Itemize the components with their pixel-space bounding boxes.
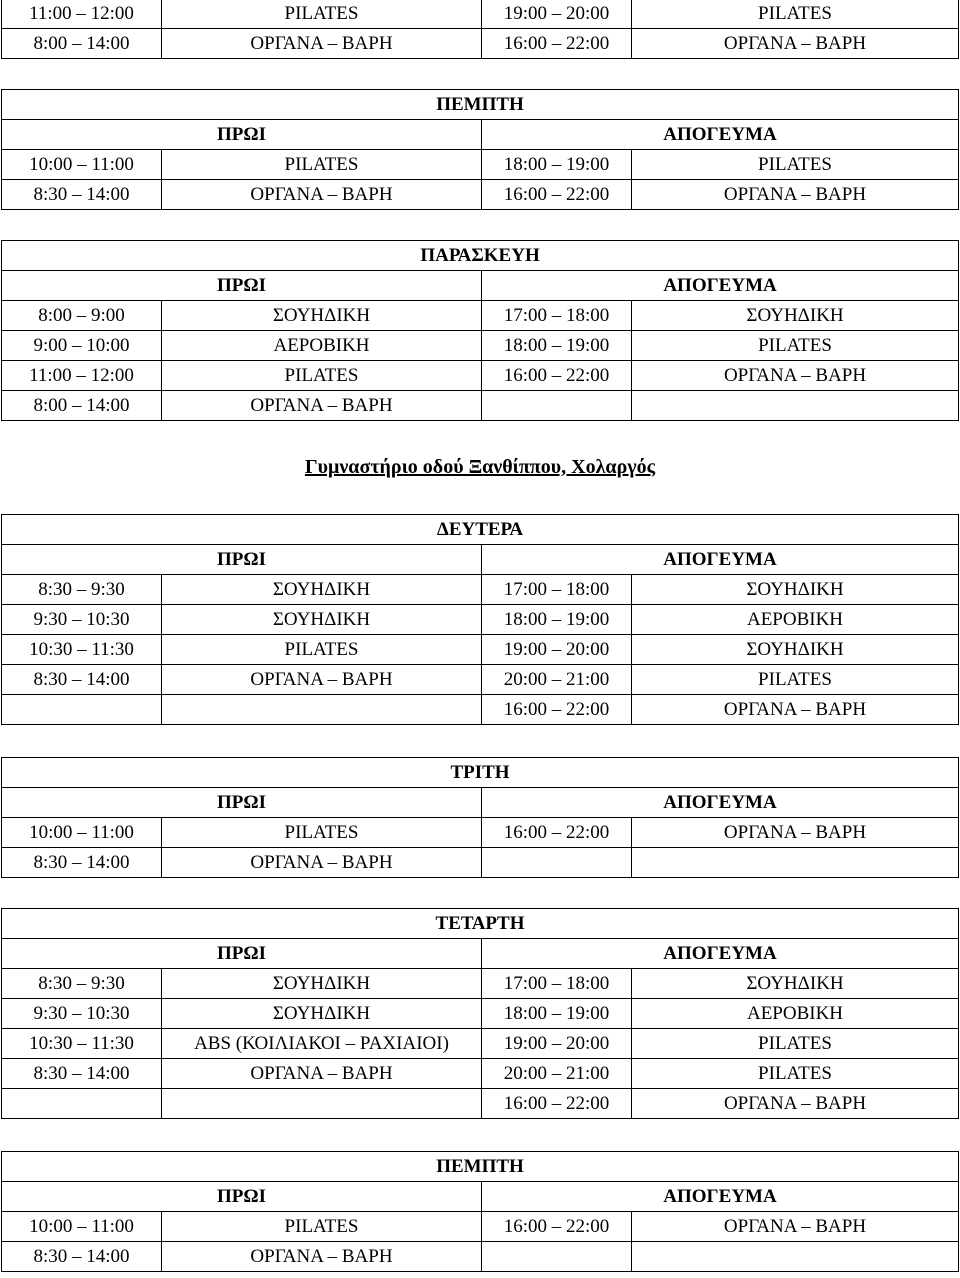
afternoon-header: ΑΠΟΓΕΥΜΑ	[482, 120, 959, 150]
day-title: ΠΕΜΠΤΗ	[2, 90, 959, 120]
afternoon-class: ΟΡΓΑΝΑ – ΒΑΡΗ	[632, 818, 959, 848]
morning-time: 10:00 – 11:00	[2, 818, 162, 848]
morning-time: 8:30 – 9:30	[2, 575, 162, 605]
morning-class: ΟΡΓΑΝΑ – ΒΑΡΗ	[162, 1242, 482, 1272]
morning-time: 9:30 – 10:30	[2, 605, 162, 635]
table-row	[2, 331, 959, 361]
afternoon-time: 16:00 – 22:00	[482, 1089, 632, 1119]
afternoon-time: 20:00 – 21:00	[482, 665, 632, 695]
afternoon-time: 18:00 – 19:00	[482, 999, 632, 1029]
afternoon-time: 16:00 – 22:00	[482, 180, 632, 210]
afternoon-class	[632, 391, 959, 421]
schedule-table-thursday-2	[1, 1151, 959, 1272]
table-row	[2, 180, 959, 210]
schedule-rows	[2, 0, 959, 59]
afternoon-time: 17:00 – 18:00	[482, 575, 632, 605]
morning-class: PILATES	[162, 818, 482, 848]
afternoon-time: 17:00 – 18:00	[482, 301, 632, 331]
schedule-table-friday	[1, 240, 959, 421]
afternoon-time	[482, 1242, 632, 1272]
morning-class: PILATES	[162, 0, 482, 29]
schedule-table-wednesday	[1, 908, 959, 1119]
schedule-rows	[2, 575, 959, 725]
afternoon-header: ΑΠΟΓΕΥΜΑ	[482, 271, 959, 301]
morning-class: ΣΟΥΗΔΙΚΗ	[162, 301, 482, 331]
afternoon-class	[632, 848, 959, 878]
afternoon-time	[482, 848, 632, 878]
table-row	[2, 1089, 959, 1119]
morning-time: 9:00 – 10:00	[2, 331, 162, 361]
table-row	[2, 1242, 959, 1272]
morning-class: ABS (ΚΟΙΛΙΑΚΟΙ – ΡΑΧΙΑΙΟΙ)	[162, 1029, 482, 1059]
table-row	[2, 391, 959, 421]
table-row	[2, 1212, 959, 1242]
morning-class: ΟΡΓΑΝΑ – ΒΑΡΗ	[162, 665, 482, 695]
morning-class: PILATES	[162, 150, 482, 180]
schedule-rows	[2, 301, 959, 421]
morning-time: 8:30 – 9:30	[2, 969, 162, 999]
afternoon-time: 20:00 – 21:00	[482, 1059, 632, 1089]
afternoon-class: ΟΡΓΑΝΑ – ΒΑΡΗ	[632, 29, 959, 59]
table-row	[2, 150, 959, 180]
table-row	[2, 605, 959, 635]
morning-class: ΣΟΥΗΔΙΚΗ	[162, 999, 482, 1029]
morning-class: PILATES	[162, 635, 482, 665]
table-row	[2, 999, 959, 1029]
morning-header: ΠΡΩΙ	[2, 939, 482, 969]
day-title: ΠΕΜΠΤΗ	[2, 1152, 959, 1182]
afternoon-header: ΑΠΟΓΕΥΜΑ	[482, 1182, 959, 1212]
morning-time: 8:30 – 14:00	[2, 180, 162, 210]
day-title: ΔΕΥΤΕΡΑ	[2, 515, 959, 545]
afternoon-class: ΑΕΡΟΒΙΚΗ	[632, 999, 959, 1029]
table-row	[2, 695, 959, 725]
day-title: ΤΕΤΑΡΤΗ	[2, 909, 959, 939]
afternoon-class: ΟΡΓΑΝΑ – ΒΑΡΗ	[632, 361, 959, 391]
afternoon-class: PILATES	[632, 1029, 959, 1059]
afternoon-header: ΑΠΟΓΕΥΜΑ	[482, 939, 959, 969]
morning-class: PILATES	[162, 1212, 482, 1242]
morning-time: 8:30 – 14:00	[2, 1059, 162, 1089]
table-row	[2, 0, 959, 29]
morning-time	[2, 1089, 162, 1119]
table-row	[2, 818, 959, 848]
afternoon-class: ΟΡΓΑΝΑ – ΒΑΡΗ	[632, 695, 959, 725]
morning-class: ΣΟΥΗΔΙΚΗ	[162, 605, 482, 635]
morning-class: ΟΡΓΑΝΑ – ΒΑΡΗ	[162, 180, 482, 210]
morning-header: ΠΡΩΙ	[2, 545, 482, 575]
schedule-table-thursday	[1, 89, 959, 210]
afternoon-time	[482, 391, 632, 421]
morning-class: ΟΡΓΑΝΑ – ΒΑΡΗ	[162, 1059, 482, 1089]
afternoon-time: 16:00 – 22:00	[482, 818, 632, 848]
table-row	[2, 1029, 959, 1059]
morning-time: 8:30 – 14:00	[2, 848, 162, 878]
table-row	[2, 361, 959, 391]
table-row	[2, 1059, 959, 1089]
afternoon-header: ΑΠΟΓΕΥΜΑ	[482, 788, 959, 818]
schedule-table-tuesday	[1, 757, 959, 878]
afternoon-time: 17:00 – 18:00	[482, 969, 632, 999]
afternoon-class: ΟΡΓΑΝΑ – ΒΑΡΗ	[632, 1089, 959, 1119]
afternoon-class: ΣΟΥΗΔΙΚΗ	[632, 635, 959, 665]
table-row	[2, 665, 959, 695]
schedule-table-monday	[1, 514, 959, 725]
morning-class: ΟΡΓΑΝΑ – ΒΑΡΗ	[162, 391, 482, 421]
morning-time: 10:00 – 11:00	[2, 1212, 162, 1242]
afternoon-time: 19:00 – 20:00	[482, 0, 632, 29]
afternoon-class: ΟΡΓΑΝΑ – ΒΑΡΗ	[632, 180, 959, 210]
table-row	[2, 301, 959, 331]
morning-header: ΠΡΩΙ	[2, 271, 482, 301]
afternoon-time: 16:00 – 22:00	[482, 361, 632, 391]
morning-class: ΟΡΓΑΝΑ – ΒΑΡΗ	[162, 848, 482, 878]
afternoon-class: PILATES	[632, 665, 959, 695]
morning-time: 8:30 – 14:00	[2, 665, 162, 695]
table-row	[2, 29, 959, 59]
morning-time: 8:30 – 14:00	[2, 1242, 162, 1272]
morning-time: 10:30 – 11:30	[2, 1029, 162, 1059]
afternoon-class: PILATES	[632, 150, 959, 180]
afternoon-class: ΑΕΡΟΒΙΚΗ	[632, 605, 959, 635]
morning-class: PILATES	[162, 361, 482, 391]
morning-class	[162, 1089, 482, 1119]
morning-time	[2, 695, 162, 725]
afternoon-class: ΟΡΓΑΝΑ – ΒΑΡΗ	[632, 1212, 959, 1242]
afternoon-time: 19:00 – 20:00	[482, 635, 632, 665]
schedule-rows	[2, 818, 959, 878]
afternoon-class: PILATES	[632, 0, 959, 29]
schedule-rows	[2, 1212, 959, 1272]
afternoon-class: ΣΟΥΗΔΙΚΗ	[632, 575, 959, 605]
afternoon-time: 18:00 – 19:00	[482, 150, 632, 180]
table-row	[2, 575, 959, 605]
afternoon-class: PILATES	[632, 331, 959, 361]
afternoon-time: 16:00 – 22:00	[482, 1212, 632, 1242]
morning-time: 9:30 – 10:30	[2, 999, 162, 1029]
afternoon-class: ΣΟΥΗΔΙΚΗ	[632, 969, 959, 999]
gym-heading: Γυμναστήριο οδού Ξανθίππου, Χολαργός	[304, 456, 656, 478]
morning-header: ΠΡΩΙ	[2, 120, 482, 150]
afternoon-time: 16:00 – 22:00	[482, 29, 632, 59]
morning-header: ΠΡΩΙ	[2, 788, 482, 818]
afternoon-class: PILATES	[632, 1059, 959, 1089]
afternoon-header: ΑΠΟΓΕΥΜΑ	[482, 545, 959, 575]
morning-class: ΣΟΥΗΔΙΚΗ	[162, 575, 482, 605]
morning-time: 11:00 – 12:00	[2, 361, 162, 391]
morning-class: ΟΡΓΑΝΑ – ΒΑΡΗ	[162, 29, 482, 59]
morning-time: 11:00 – 12:00	[2, 0, 162, 29]
day-title: ΠΑΡΑΣΚΕΥΗ	[2, 241, 959, 271]
morning-class: ΣΟΥΗΔΙΚΗ	[162, 969, 482, 999]
morning-time: 10:30 – 11:30	[2, 635, 162, 665]
morning-time: 8:00 – 14:00	[2, 391, 162, 421]
table-row	[2, 969, 959, 999]
afternoon-class: ΣΟΥΗΔΙΚΗ	[632, 301, 959, 331]
table-row	[2, 635, 959, 665]
afternoon-time: 16:00 – 22:00	[482, 695, 632, 725]
morning-header: ΠΡΩΙ	[2, 1182, 482, 1212]
morning-time: 8:00 – 14:00	[2, 29, 162, 59]
morning-time: 8:00 – 9:00	[2, 301, 162, 331]
schedule-rows	[2, 969, 959, 1119]
morning-class	[162, 695, 482, 725]
afternoon-class	[632, 1242, 959, 1272]
afternoon-time: 18:00 – 19:00	[482, 331, 632, 361]
morning-time: 10:00 – 11:00	[2, 150, 162, 180]
day-title: ΤΡΙΤΗ	[2, 758, 959, 788]
schedule-rows	[2, 150, 959, 210]
afternoon-time: 18:00 – 19:00	[482, 605, 632, 635]
table-row	[2, 848, 959, 878]
morning-class: ΑΕΡΟΒΙΚΗ	[162, 331, 482, 361]
schedule-table-top-partial	[1, 0, 959, 59]
afternoon-time: 19:00 – 20:00	[482, 1029, 632, 1059]
